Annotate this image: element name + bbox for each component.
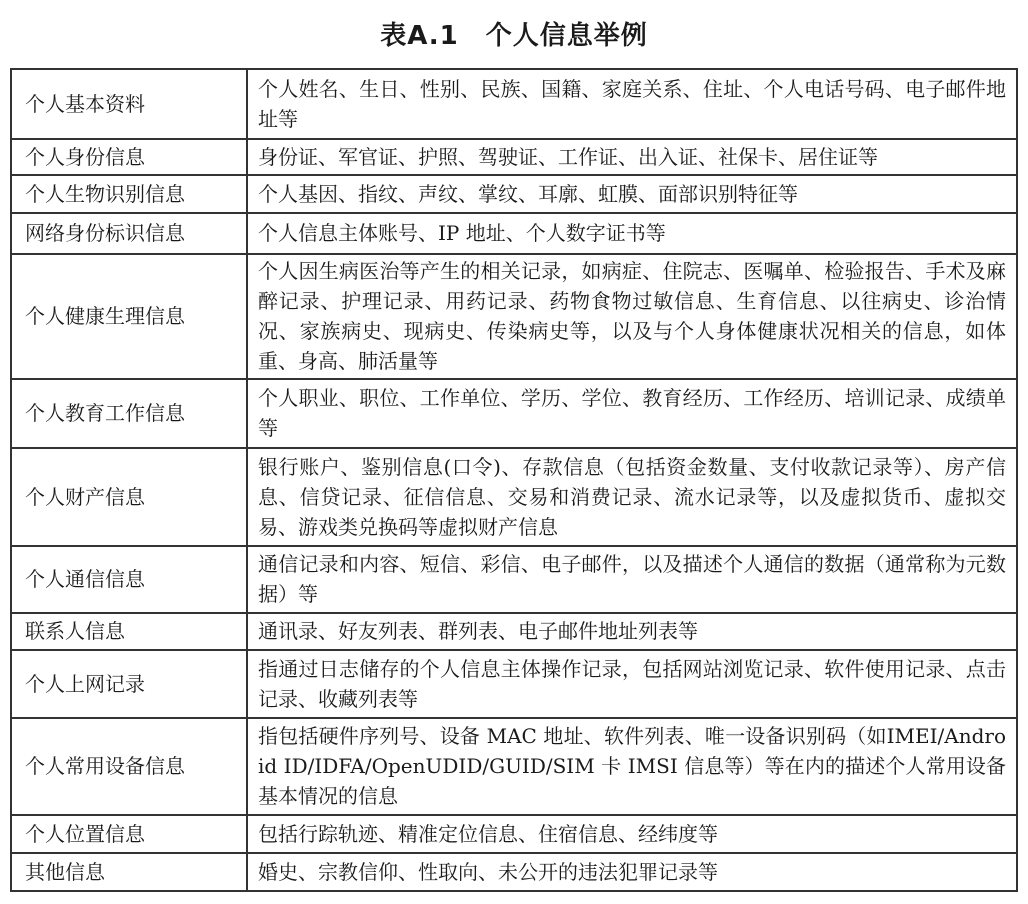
table-row [11,213,1017,254]
row-category: 个人位置信息 [11,815,247,853]
table-row [11,139,1017,175]
row-category: 联系人信息 [11,613,247,650]
row-description: 婚史、宗教信仰、性取向、未公开的违法犯罪记录等 [247,853,1017,891]
row-category: 个人健康生理信息 [11,254,247,379]
table-row [11,613,1017,650]
row-description: 通信记录和内容、短信、彩信、电子邮件，以及描述个人通信的数据（通常称为元数据）等 [247,546,1017,613]
row-description: 指通过日志储存的个人信息主体操作记录，包括网站浏览记录、软件使用记录、点击记录、收藏列表等 [247,650,1017,718]
table-row [11,254,1017,379]
row-category: 个人教育工作信息 [11,379,247,448]
table-row [11,175,1017,213]
row-description: 个人信息主体账号、IP 地址、个人数字证书等 [247,213,1017,254]
row-description: 个人姓名、生日、性别、民族、国籍、家庭关系、住址、个人电话号码、电子邮件地址等 [247,69,1017,139]
row-description: 包括行踪轨迹、精准定位信息、住宿信息、经纬度等 [247,815,1017,853]
row-category: 个人生物识别信息 [11,175,247,213]
row-category: 其他信息 [11,853,247,891]
table-title: 表A.1 个人信息举例 [380,21,648,51]
table-row [11,379,1017,448]
row-category: 个人通信信息 [11,546,247,613]
row-category: 个人常用设备信息 [11,718,247,815]
table-row [11,69,1017,139]
row-description: 银行账户、鉴别信息(口令)、存款信息（包括资金数量、支付收款记录等）、房产信息、信贷记录、征信信息、交易和消费记录、流水记录等，以及虚拟货币、虚拟交易、游戏类兑换码等虚拟财产信息 [247,448,1017,546]
table-row [11,853,1017,891]
row-description: 通讯录、好友列表、群列表、电子邮件地址列表等 [247,613,1017,650]
row-description: 个人因生病医治等产生的相关记录，如病症、住院志、医嘱单、检验报告、手术及麻醉记录、护理记录、用药记录、药物食物过敏信息、生育信息、以往病史、诊治情况、家族病史、现病史、传染病史等，以及与个人身体健康状况相关的信息，如体重、身高、肺活量等 [247,254,1017,379]
info-table [10,68,1018,892]
table-row [11,815,1017,853]
table-row [11,718,1017,815]
row-description: 身份证、军官证、护照、驾驶证、工作证、出入证、社保卡、居住证等 [247,139,1017,175]
row-category: 网络身份标识信息 [11,213,247,254]
row-category: 个人财产信息 [11,448,247,546]
table-row [11,546,1017,613]
row-description: 个人基因、指纹、声纹、掌纹、耳廓、虹膜、面部识别特征等 [247,175,1017,213]
table-row [11,448,1017,546]
row-description: 个人职业、职位、工作单位、学历、学位、教育经历、工作经历、培训记录、成绩单等 [247,379,1017,448]
row-category: 个人上网记录 [11,650,247,718]
table-row [11,650,1017,718]
row-category: 个人基本资料 [11,69,247,139]
row-category: 个人身份信息 [11,139,247,175]
row-description: 指包括硬件序列号、设备 MAC 地址、软件列表、唯一设备识别码（如IMEI/Android ID/IDFA/OpenUDID/GUID/SIM 卡 IMSI 信息等）等在内的描述个人常用设备基本情况的信息 [247,718,1017,815]
